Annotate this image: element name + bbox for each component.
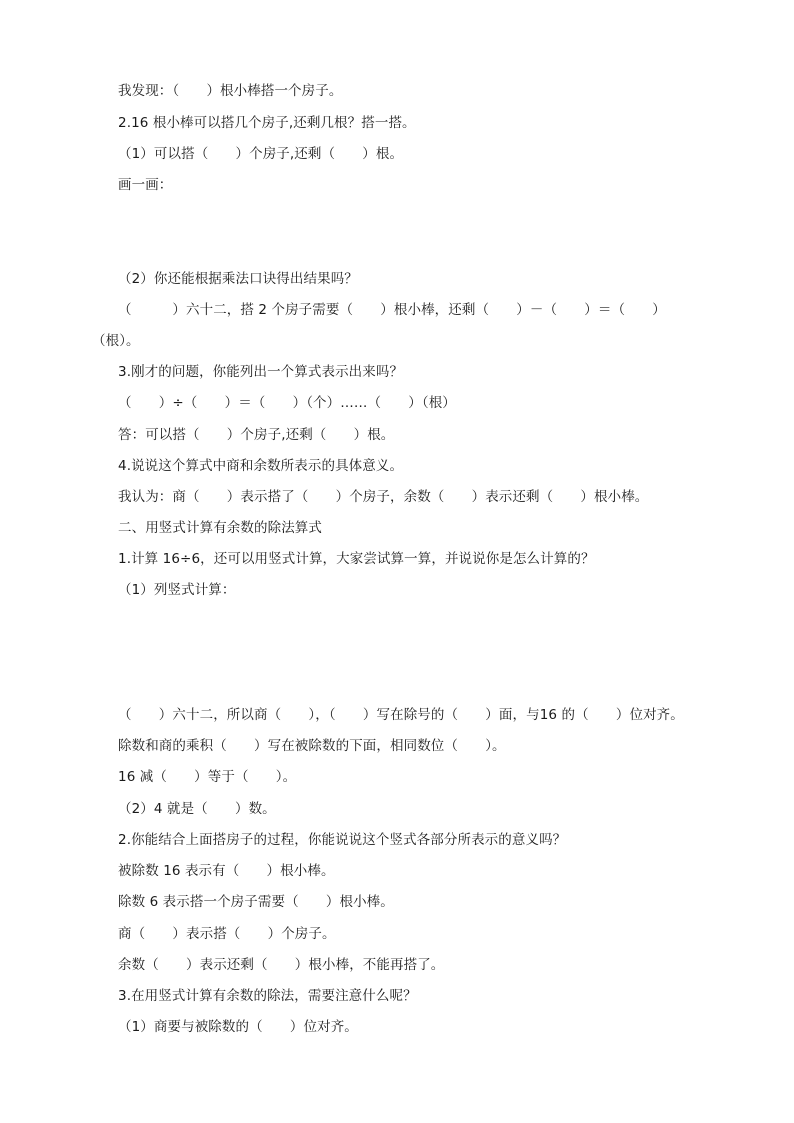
section-heading: 二、用竖式计算有余数的除法算式 (118, 520, 322, 536)
text-line: 除数和商的乘积（ ）写在被除数的下面，相同数位（ ）。 (118, 738, 506, 754)
text-line: 16 减（ ）等于（ ）。 (118, 769, 297, 785)
text-line: 答：可以搭（ ）个房子,还剩（ ）根。 (118, 427, 395, 443)
text-line: （1）可以搭（ ）个房子,还剩（ ）根。 (118, 146, 404, 162)
text-line: 画一画： (118, 177, 173, 193)
text-line: （根）。 (92, 333, 140, 349)
text-line: 3.在用竖式计算有余数的除法，需要注意什么呢？ (118, 988, 417, 1004)
text-line: （ ）六十二，所以商（ ），（ ）写在除号的（ ）面，与16 的（ ）位对齐。 (118, 707, 684, 723)
text-line: （1）列竖式计算： (118, 582, 236, 598)
text-line: 我发现：（ ）根小棒搭一个房子。 (118, 83, 343, 99)
text-line: 被除数 16 表示有（ ）根小棒。 (118, 863, 335, 879)
text-line: （ ）÷（ ）＝（ ）（个）……（ ）（根） (118, 395, 456, 411)
text-line: 1.计算 16÷6，还可以用竖式计算，大家尝试算一算，并说说你是怎么计算的？ (118, 551, 595, 567)
text-line: 4.说说这个算式中商和余数所表示的具体意义。 (118, 458, 404, 474)
text-line: （2）4 就是（ ）数。 (118, 801, 276, 817)
text-line: 我认为：商（ ）表示搭了（ ）个房子，余数（ ）表示还剩（ ）根小棒。 (118, 489, 649, 505)
text-line: 余数（ ）表示还剩（ ）根小棒，不能再搭了。 (118, 957, 445, 973)
text-line: 商（ ）表示搭（ ）个房子。 (118, 926, 336, 942)
text-line: （2）你还能根据乘法口诀得出结果吗？ (118, 271, 358, 287)
text-line: 2.16 根小棒可以搭几个房子,还剩几根？搭一搭。 (118, 115, 416, 131)
text-line: （ ）六十二，搭 2 个房子需要（ ）根小棒，还剩（ ）－（ ）＝（ ） (118, 302, 666, 318)
text-line: 3.刚才的问题，你能列出一个算式表示出来吗？ (118, 364, 404, 380)
text-line: （1）商要与被除数的（ ）位对齐。 (118, 1019, 358, 1035)
text-line: 除数 6 表示搭一个房子需要（ ）根小棒。 (118, 894, 394, 910)
text-line: 2.你能结合上面搭房子的过程，你能说说这个竖式各部分所表示的意义吗？ (118, 832, 567, 848)
